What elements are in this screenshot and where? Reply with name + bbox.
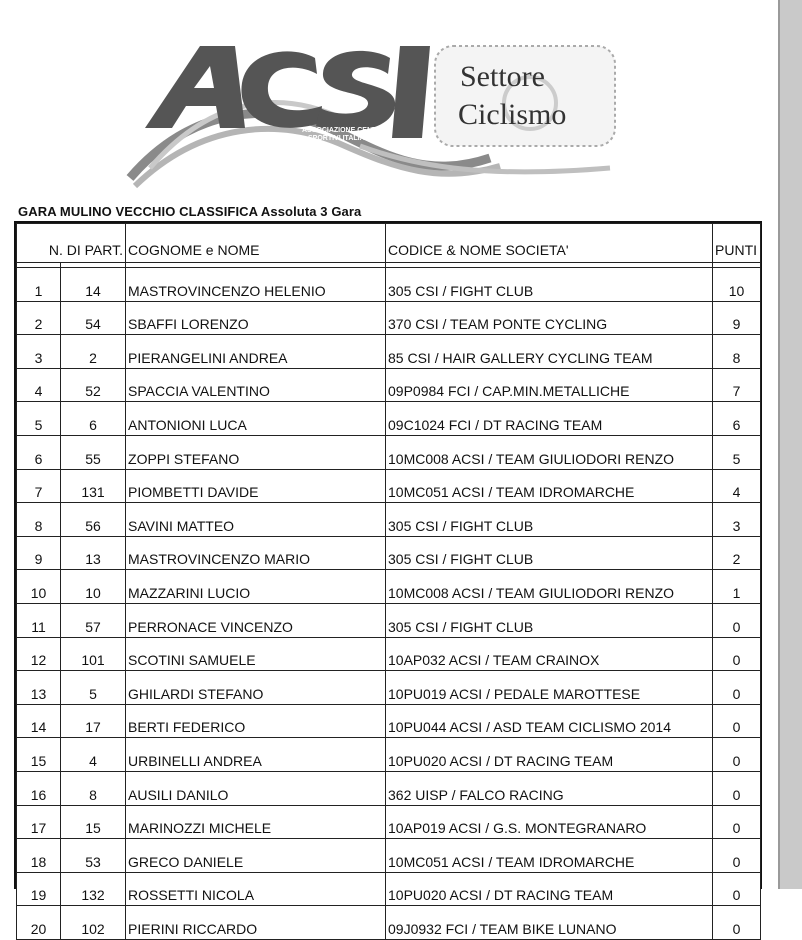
table-row [17,704,761,738]
cell-participant-no: 132 [61,872,126,906]
table-row [17,738,761,772]
cell-points: 0 [713,738,761,772]
cell-position: 5 [17,402,61,436]
cell-name: ZOPPI STEFANO [126,435,386,469]
table-row [17,805,761,839]
cell-participant-no: 14 [61,268,126,302]
cell-name: MAZZARINI LUCIO [126,570,386,604]
cell-points: 4 [713,469,761,503]
cell-position: 20 [17,906,61,940]
logo-badge-line1: Settore [460,60,545,93]
cell-participant-no: 55 [61,435,126,469]
table-row [17,268,761,302]
header-points: PUNTI [713,224,761,263]
cell-position: 6 [17,435,61,469]
header-participant-no: N. DI PART. [17,224,126,263]
table-row [17,335,761,369]
cell-club: 305 CSI / FIGHT CLUB [386,268,713,302]
cell-club: 09J0932 FCI / TEAM BIKE LUNANO [386,906,713,940]
header-name: COGNOME e NOME [126,224,386,263]
cell-participant-no: 57 [61,603,126,637]
cell-position: 2 [17,301,61,335]
cell-points: 0 [713,603,761,637]
cell-points: 0 [713,872,761,906]
cell-participant-no: 4 [61,738,126,772]
cell-club: 305 CSI / FIGHT CLUB [386,603,713,637]
cell-points: 0 [713,671,761,705]
cell-participant-no: 102 [61,906,126,940]
cell-position: 18 [17,839,61,873]
table-row [17,671,761,705]
cell-position: 19 [17,872,61,906]
cell-name: MASTROVINCENZO HELENIO [126,268,386,302]
ranking-title-suffix: Assoluta 3 Gara [260,204,362,219]
cell-name: GRECO DANIELE [126,839,386,873]
cell-position: 4 [17,368,61,402]
table-row [17,536,761,570]
cell-position: 8 [17,503,61,537]
table-row [17,570,761,604]
cell-name: SBAFFI LORENZO [126,301,386,335]
cell-participant-no: 101 [61,637,126,671]
cell-club: 305 CSI / FIGHT CLUB [386,536,713,570]
cell-name: AUSILI DANILO [126,771,386,805]
cell-name: PIOMBETTI DAVIDE [126,469,386,503]
logo-org-line2: SPORTIVI ITALIANI [308,135,372,142]
cell-position: 9 [17,536,61,570]
header-club: CODICE & NOME SOCIETA' [386,224,713,263]
cell-points: 2 [713,536,761,570]
cell-points: 1 [713,570,761,604]
cell-club: 10MC008 ACSI / TEAM GIULIODORI RENZO [386,435,713,469]
cell-name: PIERANGELINI ANDREA [126,335,386,369]
cell-name: ROSSETTI NICOLA [126,872,386,906]
cell-position: 17 [17,805,61,839]
cell-points: 9 [713,301,761,335]
cell-club: 10MC008 ACSI / TEAM GIULIODORI RENZO [386,570,713,604]
cell-points: 0 [713,704,761,738]
cell-participant-no: 131 [61,469,126,503]
cell-club: 10MC051 ACSI / TEAM IDROMARCHE [386,839,713,873]
cell-participant-no: 2 [61,335,126,369]
cell-name: URBINELLI ANDREA [126,738,386,772]
table-row [17,872,761,906]
table-row [17,603,761,637]
cell-position: 11 [17,603,61,637]
cell-points: 8 [713,335,761,369]
table-header-row [17,224,761,263]
logo-org-line1: ASSOCIAZIONE CENTRI [302,127,384,134]
cell-name: SAVINI MATTEO [126,503,386,537]
table-row [17,771,761,805]
table-row [17,637,761,671]
cell-name: PIERINI RICCARDO [126,906,386,940]
cell-name: GHILARDI STEFANO [126,671,386,705]
cell-position: 16 [17,771,61,805]
cell-name: ANTONIONI LUCA [126,402,386,436]
table-row [17,906,761,940]
ranking-title [18,204,361,219]
table-row [17,301,761,335]
viewer-scroll-area[interactable] [780,0,802,889]
cell-club: 10PU044 ACSI / ASD TEAM CICLISMO 2014 [386,704,713,738]
cell-points: 6 [713,402,761,436]
cell-club: 85 CSI / HAIR GALLERY CYCLING TEAM [386,335,713,369]
cell-participant-no: 52 [61,368,126,402]
table-row [17,839,761,873]
cell-points: 0 [713,771,761,805]
ranking-title-main: GARA MULINO VECCHIO CLASSIFICA [18,204,258,219]
cell-points: 0 [713,805,761,839]
cell-position: 7 [17,469,61,503]
cell-club: 305 CSI / FIGHT CLUB [386,503,713,537]
cell-points: 0 [713,839,761,873]
table-row [17,503,761,537]
cell-points: 5 [713,435,761,469]
table-body [17,263,761,940]
cell-name: SCOTINI SAMUELE [126,637,386,671]
cell-name: MARINOZZI MICHELE [126,805,386,839]
cell-participant-no: 5 [61,671,126,705]
ranking-table [14,221,762,937]
table-row [17,402,761,436]
cell-club: 10AP019 ACSI / G.S. MONTEGRANARO [386,805,713,839]
cell-club: 10PU020 ACSI / DT RACING TEAM [386,738,713,772]
cell-points: 7 [713,368,761,402]
cell-name: SPACCIA VALENTINO [126,368,386,402]
cell-participant-no: 6 [61,402,126,436]
cell-club: 10MC051 ACSI / TEAM IDROMARCHE [386,469,713,503]
cell-points: 10 [713,268,761,302]
cell-name: MASTROVINCENZO MARIO [126,536,386,570]
acsi-logo [130,28,630,188]
cell-club: 370 CSI / TEAM PONTE CYCLING [386,301,713,335]
cell-participant-no: 17 [61,704,126,738]
cell-participant-no: 13 [61,536,126,570]
cell-club: 10PU019 ACSI / PEDALE MAROTTESE [386,671,713,705]
table-row [17,435,761,469]
cell-position: 12 [17,637,61,671]
table-row [17,368,761,402]
cell-participant-no: 10 [61,570,126,604]
cell-name: PERRONACE VINCENZO [126,603,386,637]
logo-badge-line2: Ciclismo [458,98,567,131]
cell-participant-no: 53 [61,839,126,873]
cell-name: BERTI FEDERICO [126,704,386,738]
cell-club: 10PU020 ACSI / DT RACING TEAM [386,872,713,906]
cell-club: 09P0984 FCI / CAP.MIN.METALLICHE [386,368,713,402]
table-row [17,469,761,503]
cell-points: 3 [713,503,761,537]
cell-position: 14 [17,704,61,738]
cell-position: 15 [17,738,61,772]
cell-position: 3 [17,335,61,369]
cell-club: 10AP032 ACSI / TEAM CRAINOX [386,637,713,671]
cell-position: 1 [17,268,61,302]
cell-points: 0 [713,906,761,940]
cell-club: 09C1024 FCI / DT RACING TEAM [386,402,713,436]
cell-points: 0 [713,637,761,671]
cell-participant-no: 15 [61,805,126,839]
cell-position: 10 [17,570,61,604]
cell-participant-no: 54 [61,301,126,335]
cell-participant-no: 56 [61,503,126,537]
cell-position: 13 [17,671,61,705]
cell-club: 362 UISP / FALCO RACING [386,771,713,805]
cell-participant-no: 8 [61,771,126,805]
